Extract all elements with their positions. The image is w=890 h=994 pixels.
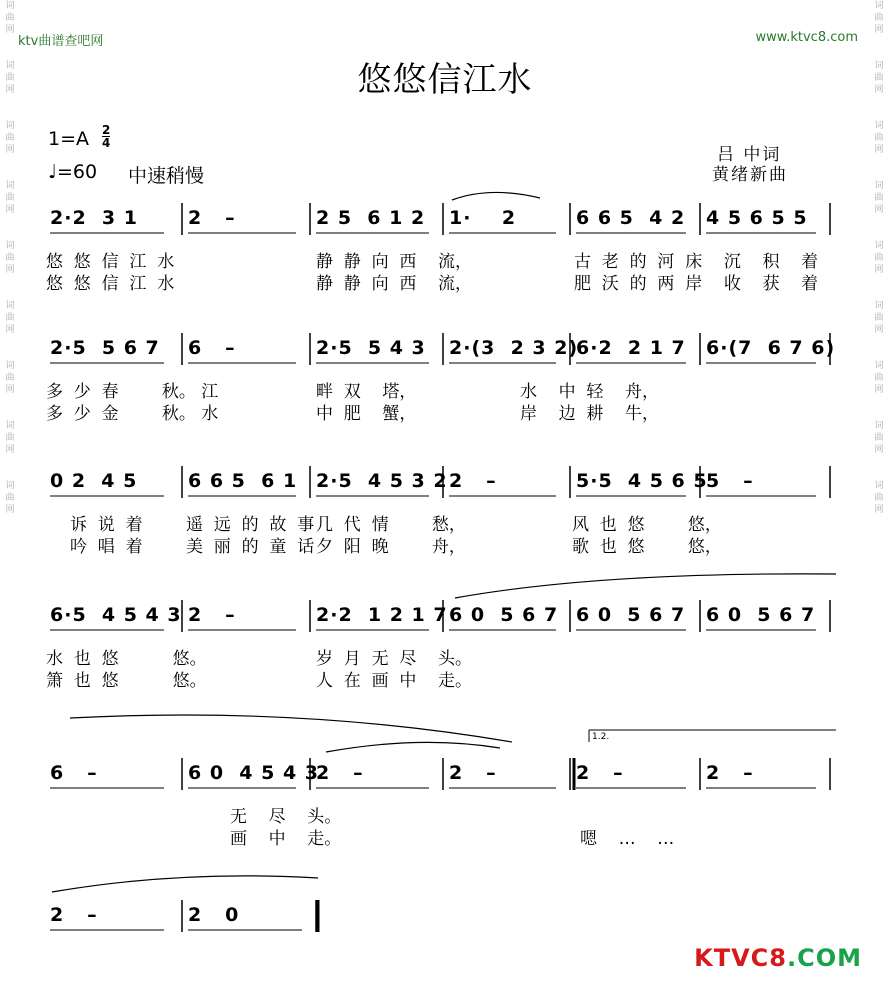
watermark-char: 曲 <box>5 133 15 143</box>
tempo: ♩=60 <box>48 161 98 183</box>
watermark-char: 词 <box>5 421 15 431</box>
song-title: 悠悠信江水 <box>357 60 533 100</box>
volta-label: 1.2. <box>592 732 610 742</box>
lyric-line: 美 丽 的 童 话 <box>186 537 315 557</box>
measure: 4 5 6 5 5 <box>706 207 808 229</box>
watermark-char: 词 <box>874 301 884 311</box>
time-signature: 2 4 <box>102 123 111 150</box>
slur <box>52 876 318 892</box>
lyric-line: 静 静 向 西 流， <box>316 274 473 294</box>
lyric-line: 几 代 情 愁， <box>316 515 466 535</box>
lyric-line: 多 少 春 秋。 江 <box>46 382 219 402</box>
measure: 5 – <box>706 470 754 492</box>
watermark-char: 词 <box>874 421 884 431</box>
measure: 1· 2 <box>449 207 517 229</box>
slur <box>326 742 500 752</box>
watermark-char: 曲 <box>874 493 884 503</box>
watermark-char: 曲 <box>5 13 15 23</box>
watermark-char: 词 <box>5 1 15 11</box>
watermark-char: 网 <box>874 325 884 335</box>
lyric-line: 夕 阳 晚 舟， <box>316 537 466 557</box>
key-signature: 1=A <box>48 128 90 150</box>
measure: 6·(7 6 7 6) <box>706 337 836 359</box>
watermark-char: 词 <box>874 241 884 251</box>
measure: 6 6 5 6 1 <box>188 470 298 492</box>
measure: 2 5 6 1 2 <box>316 207 426 229</box>
watermark-char: 词 <box>5 361 15 371</box>
measure: 2·2 1 2 1 7 <box>316 604 448 626</box>
watermark-char: 词 <box>874 1 884 11</box>
lyric-line: 畔 双 塔， <box>316 382 417 402</box>
watermark-char: 曲 <box>5 313 15 323</box>
measure: 6 – <box>50 762 98 784</box>
lyric-line: 岸 边 耕 牛， <box>520 404 660 424</box>
measure: 2·5 4 5 3 2 <box>316 470 448 492</box>
composer: 黄绪新曲 <box>712 165 788 185</box>
measure: 6 – <box>188 337 236 359</box>
watermark-char: 词 <box>5 121 15 131</box>
measure: 2 – <box>449 470 497 492</box>
watermark-char: 词 <box>874 361 884 371</box>
measure: 0 2 4 5 <box>50 470 138 492</box>
watermark-char: 网 <box>874 445 884 455</box>
watermark-char: 曲 <box>874 13 884 23</box>
slur <box>452 192 540 200</box>
slur <box>455 574 836 598</box>
lyric-line: 岁 月 无 尽 头。 <box>316 649 473 669</box>
lyric-line: 悠 悠 信 江 水 <box>46 252 175 272</box>
watermark-char: 曲 <box>5 493 15 503</box>
watermark-char: 曲 <box>5 373 15 383</box>
watermark-char: 曲 <box>874 253 884 263</box>
watermark-char: 网 <box>5 265 15 275</box>
watermark-char: 词 <box>5 481 15 491</box>
watermark-char: 词 <box>5 61 15 71</box>
lyric-line: 肥 沃 的 两 岸 收 获 着 <box>574 274 819 294</box>
watermark-char: 网 <box>5 205 15 215</box>
watermark-char: 网 <box>5 145 15 155</box>
watermark-char: 曲 <box>5 73 15 83</box>
measure: 6 0 5 6 7 <box>706 604 816 626</box>
lyric-line: 中 肥 蟹， <box>316 404 417 424</box>
watermark-char: 曲 <box>5 193 15 203</box>
measure: 2 – <box>188 207 236 229</box>
watermark-char: 网 <box>874 505 884 515</box>
measure: 5·5 4 5 6 5 <box>576 470 708 492</box>
measure: 2 – <box>706 762 754 784</box>
watermark-char: 网 <box>5 385 15 395</box>
lyric-line: 古 老 的 河 床 沉 积 着 <box>574 252 819 272</box>
site-url: www.ktvc8.com <box>755 30 858 45</box>
measure: 6·2 2 1 7 <box>576 337 686 359</box>
measure: 6·5 4 5 4 3 <box>50 604 182 626</box>
watermark-char: 曲 <box>874 373 884 383</box>
lyricist: 吕 中词 <box>717 145 782 165</box>
lyric-line: 无 尽 头。 <box>230 807 342 827</box>
lyric-line: 诉 说 着 <box>70 515 143 535</box>
measure: 6 0 5 6 7 <box>449 604 559 626</box>
measure: 2 – <box>576 762 624 784</box>
lyric-line: 静 静 向 西 流， <box>316 252 473 272</box>
lyric-line: 多 少 金 秋。 水 <box>46 404 219 424</box>
lyric-line: 遥 远 的 故 事 <box>186 515 315 535</box>
watermark-char: 曲 <box>874 193 884 203</box>
lyric-line: 嗯 … … <box>580 829 675 849</box>
lyric-line: 人 在 画 中 走。 <box>316 671 473 691</box>
ktvc8-logo: KTVC8.COM <box>694 944 862 972</box>
watermark-char: 词 <box>874 121 884 131</box>
watermark-char: 曲 <box>874 433 884 443</box>
measure: 2 – <box>188 604 236 626</box>
watermark-char: 词 <box>5 241 15 251</box>
watermark-char: 网 <box>5 505 15 515</box>
measure: 6 0 5 6 7 <box>576 604 686 626</box>
measure: 2·2 3 1 <box>50 207 138 229</box>
measure: 2 0 <box>188 904 240 926</box>
measure: 2 – <box>316 762 364 784</box>
slur <box>70 715 512 742</box>
watermark-char: 网 <box>5 325 15 335</box>
watermark-char: 网 <box>874 85 884 95</box>
watermark-char: 词 <box>874 61 884 71</box>
lyric-line: 画 中 走。 <box>230 829 342 849</box>
lyric-line: 箫 也 悠 悠。 <box>46 671 207 691</box>
lyric-line: 歌 也 悠 悠， <box>572 537 722 557</box>
lyric-line: 悠 悠 信 江 水 <box>46 274 175 294</box>
watermark-char: 曲 <box>874 73 884 83</box>
measure: 2·(3 2 3 2) <box>449 337 579 359</box>
watermark-char: 网 <box>874 25 884 35</box>
lyric-line: 水 也 悠 悠。 <box>46 649 207 669</box>
watermark-char: 网 <box>874 265 884 275</box>
watermark-char: 曲 <box>874 313 884 323</box>
watermark-char: 网 <box>5 445 15 455</box>
watermark-char: 词 <box>874 181 884 191</box>
watermark-char: 网 <box>5 25 15 35</box>
measure: 2·5 5 6 7 <box>50 337 160 359</box>
measure: 2·5 5 4 3 <box>316 337 426 359</box>
measure: 2 – <box>50 904 98 926</box>
lyric-line: 吟 唱 着 <box>70 537 143 557</box>
tempo-text: 中速稍慢 <box>128 165 205 187</box>
watermark-char: 网 <box>874 385 884 395</box>
watermark-char: 词 <box>5 301 15 311</box>
watermark-char: 网 <box>5 85 15 95</box>
measure: 6 0 4 5 4 3 <box>188 762 320 784</box>
watermark-char: 曲 <box>874 133 884 143</box>
lyric-line: 水 中 轻 舟， <box>520 382 660 402</box>
watermark-char: 网 <box>874 145 884 155</box>
watermark-char: 词 <box>874 481 884 491</box>
lyric-line: 风 也 悠 悠， <box>572 515 722 535</box>
watermark-char: 词 <box>5 181 15 191</box>
watermark-char: 网 <box>874 205 884 215</box>
watermark-char: 曲 <box>5 253 15 263</box>
measure: 6 6 5 4 2 <box>576 207 686 229</box>
site-name: ktv曲谱查吧网 <box>18 34 104 49</box>
watermark-char: 曲 <box>5 433 15 443</box>
measure: 2 – <box>449 762 497 784</box>
